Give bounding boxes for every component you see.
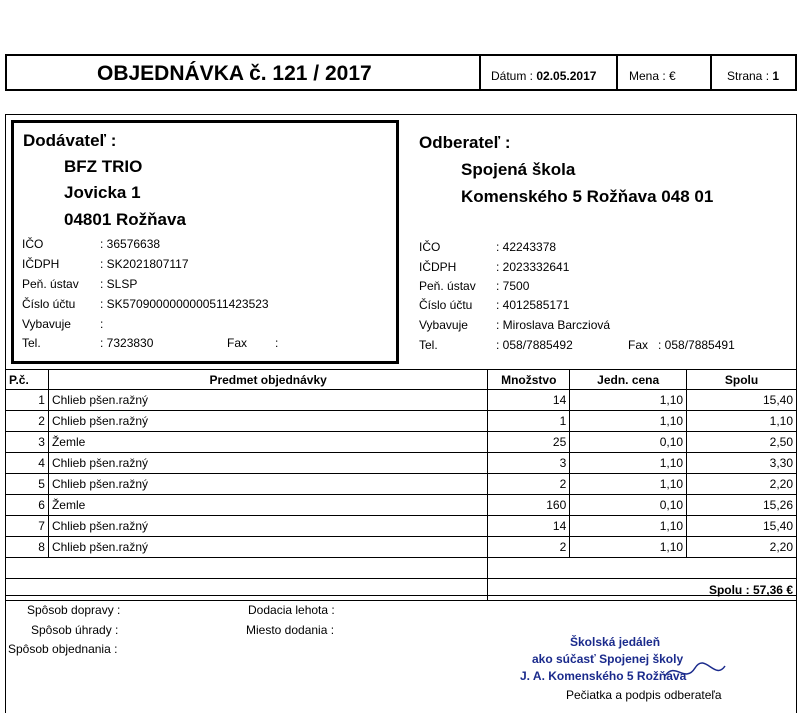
table-row — [6, 537, 797, 558]
row-no: 3 — [6, 432, 49, 453]
supplier-city: 04801 Rožňava — [64, 210, 186, 229]
supplier-ico-value: : 36576638 — [100, 237, 161, 251]
customer-account-value: : 4012585171 — [496, 298, 570, 312]
row-no: 4 — [6, 453, 49, 474]
row-qty: 2 — [488, 537, 570, 558]
supplier-fax-value: : — [275, 336, 279, 350]
row-unit-price: 0,10 — [570, 432, 687, 453]
supplier-handler-label: Vybavuje — [22, 317, 71, 331]
row-qty: 14 — [488, 516, 570, 537]
row-unit-price: 1,10 — [570, 516, 687, 537]
row-unit-price: 0,10 — [570, 495, 687, 516]
table-row — [6, 453, 797, 474]
total-value: 57,36 € — [752, 582, 793, 597]
table-row — [6, 516, 797, 537]
customer-handler-label: Vybavuje — [419, 318, 468, 332]
supplier-bank-value: : SLSP — [100, 277, 138, 291]
table-row — [6, 432, 797, 453]
customer-bank-value: : 7500 — [496, 279, 530, 293]
row-item: Žemle — [48, 495, 487, 516]
row-total: 2,20 — [687, 537, 797, 558]
header-divider-3 — [710, 54, 712, 91]
row-no: 5 — [6, 474, 49, 495]
table-row — [6, 411, 797, 432]
date-label — [491, 69, 596, 83]
currency-value: € — [669, 69, 676, 83]
page-value: 1 — [772, 69, 780, 83]
supplier-street: Jovicka 1 — [64, 183, 141, 202]
supplier-account-value: : SK5709000000000511423523 — [100, 297, 269, 311]
supplier-icdph-label: IČDPH — [22, 257, 60, 271]
stamp-line-1: Školská jedáleň — [570, 635, 661, 649]
payment-method-label: Spôsob úhrady : — [31, 623, 119, 637]
row-no: 2 — [6, 411, 49, 432]
customer-heading: Odberateľ : — [419, 133, 511, 152]
header-divider-1 — [479, 54, 481, 91]
currency-label-text: Mena : — [629, 69, 666, 83]
supplier-ico-label: IČO — [22, 237, 44, 251]
row-item: Chlieb pšen.ražný — [48, 390, 487, 411]
transport-method-label: Spôsob dopravy : — [27, 603, 121, 617]
signature-caption: Pečiatka a podpis odberateľa — [566, 688, 722, 702]
table-header-row — [6, 370, 797, 390]
row-item: Chlieb pšen.ražný — [48, 516, 487, 537]
customer-address: Komenského 5 Rožňava 048 01 — [461, 187, 714, 206]
customer-tel-label: Tel. — [419, 338, 438, 352]
col-header-item: Predmet objednávky — [48, 370, 487, 390]
supplier-icdph-value: : SK2021807117 — [100, 257, 189, 271]
signature-scribble — [660, 656, 730, 686]
row-qty: 3 — [488, 453, 570, 474]
row-item: Žemle — [48, 432, 487, 453]
customer-ico-value: : 42243378 — [496, 240, 557, 254]
row-total: 15,40 — [687, 390, 797, 411]
col-header-total: Spolu — [687, 370, 797, 390]
stamp-line-2: ako súčasť Spojenej školy — [532, 652, 684, 666]
supplier-tel-value: : 7323830 — [100, 336, 154, 350]
order-method-label: Spôsob objednania : — [8, 642, 118, 656]
customer-name: Spojená škola — [461, 160, 576, 179]
items-table — [5, 369, 797, 601]
supplier-bank-label: Peň. ústav — [22, 277, 79, 291]
row-item: Chlieb pšen.ražný — [48, 537, 487, 558]
row-qty: 1 — [488, 411, 570, 432]
row-qty: 14 — [488, 390, 570, 411]
row-total: 1,10 — [687, 411, 797, 432]
row-unit-price: 1,10 — [570, 390, 687, 411]
supplier-heading: Dodávateľ : — [23, 131, 117, 150]
row-no: 1 — [6, 390, 49, 411]
row-item: Chlieb pšen.ražný — [48, 474, 487, 495]
row-no: 7 — [6, 516, 49, 537]
customer-icdph-label: IČDPH — [419, 260, 457, 274]
table-spacer-row — [6, 558, 797, 579]
row-qty: 25 — [488, 432, 570, 453]
row-total: 15,40 — [687, 516, 797, 537]
row-total: 15,26 — [687, 495, 797, 516]
row-item: Chlieb pšen.ražný — [48, 453, 487, 474]
delivery-deadline-label: Dodacia lehota : — [248, 603, 335, 617]
customer-fax-value: : 058/7885491 — [658, 338, 735, 352]
row-qty: 2 — [488, 474, 570, 495]
customer-bank-label: Peň. ústav — [419, 279, 476, 293]
table-row — [6, 495, 797, 516]
customer-icdph-value: : 2023332641 — [496, 260, 570, 274]
supplier-handler-value: : — [100, 317, 104, 331]
row-no: 8 — [6, 537, 49, 558]
date-value: 02.05.2017 — [536, 69, 597, 83]
page-label-text: Strana : — [727, 69, 770, 83]
table-row — [6, 390, 797, 411]
stamp-line-3: J. A. Komenského 5 Rožňava — [520, 669, 687, 683]
table-row — [6, 474, 797, 495]
col-header-no: P.č. — [6, 370, 49, 390]
page-label — [727, 69, 779, 83]
supplier-fax-label: Fax — [227, 336, 248, 350]
date-label-text: Dátum : — [491, 69, 534, 83]
customer-fax-label: Fax — [628, 338, 649, 352]
row-no: 6 — [6, 495, 49, 516]
customer-tel-value: : 058/7885492 — [496, 338, 573, 352]
currency-label — [629, 69, 676, 83]
total-label: Spolu : — [708, 582, 750, 597]
row-total: 2,50 — [687, 432, 797, 453]
row-unit-price: 1,10 — [570, 474, 687, 495]
col-header-qty: Množstvo — [488, 370, 570, 390]
customer-account-label: Číslo účtu — [419, 298, 473, 312]
supplier-name: BFZ TRIO — [64, 157, 143, 176]
row-qty: 160 — [488, 495, 570, 516]
order-title: OBJEDNÁVKA č. 121 / 2017 — [97, 62, 372, 85]
row-total: 3,30 — [687, 453, 797, 474]
row-unit-price: 1,10 — [570, 453, 687, 474]
delivery-place-label: Miesto dodania : — [246, 623, 335, 637]
customer-ico-label: IČO — [419, 240, 441, 254]
customer-handler-value: : Miroslava Barcziová — [496, 318, 611, 332]
row-total: 2,20 — [687, 474, 797, 495]
supplier-tel-label: Tel. — [22, 336, 41, 350]
row-unit-price: 1,10 — [570, 537, 687, 558]
row-item: Chlieb pšen.ražný — [48, 411, 487, 432]
row-unit-price: 1,10 — [570, 411, 687, 432]
header-divider-2 — [616, 54, 618, 91]
supplier-account-label: Číslo účtu — [22, 297, 76, 311]
col-header-unit-price: Jedn. cena — [570, 370, 687, 390]
